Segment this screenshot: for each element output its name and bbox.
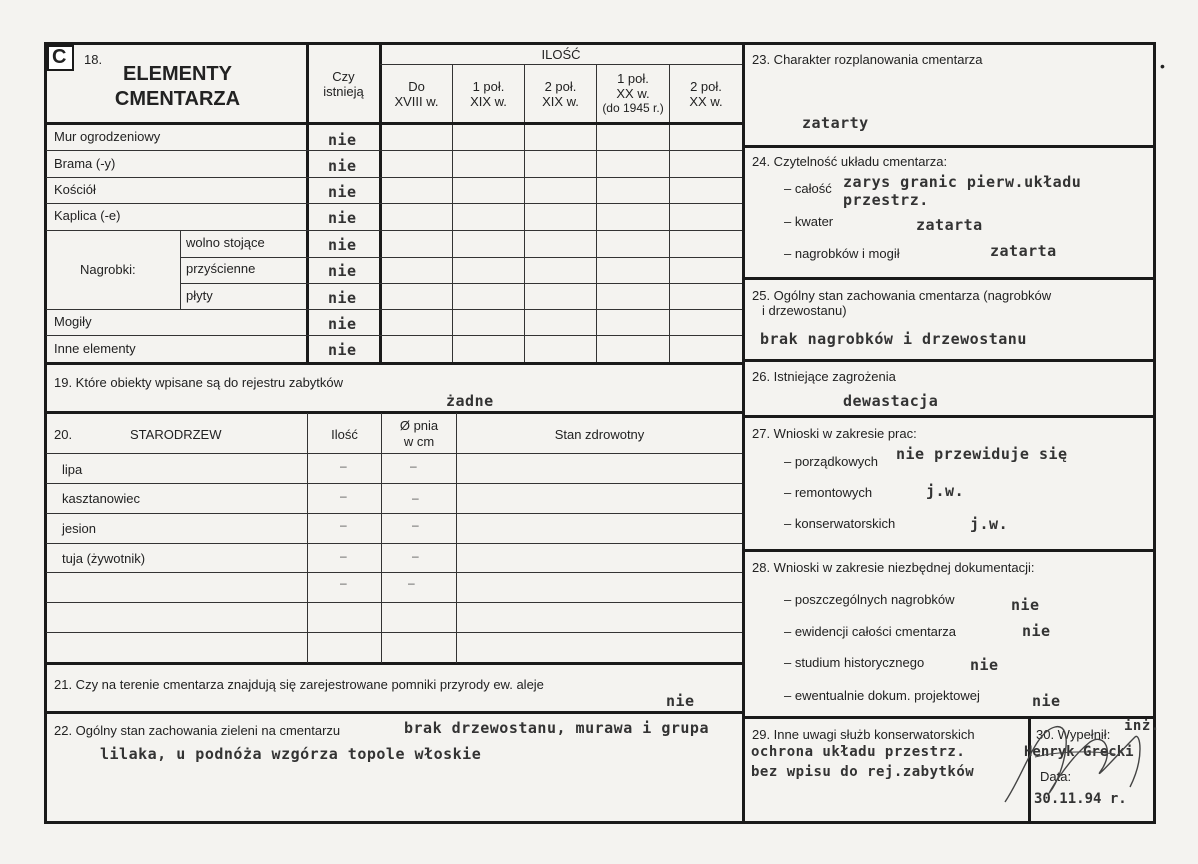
row-label-slabs: płyty (186, 288, 213, 303)
period-2-l1: 1 poł. (472, 79, 505, 94)
s20-col-health: Stan zdrowotny (554, 427, 645, 442)
s20-col-qty: Ilość (331, 427, 358, 442)
period-5-l1: 2 poł. (690, 79, 722, 94)
divider-20-21 (44, 662, 744, 665)
s22-label: 22. Ogólny stan zachowania zieleni na cmentarzu (54, 723, 341, 738)
row-value-gate: nie (328, 157, 357, 175)
tree-diam-lime: – (410, 459, 417, 473)
row-label-chapel: Kaplica (-e) (54, 208, 121, 223)
divider-19-20 (44, 411, 744, 414)
row-label-wall: Mur ogrodzeniowy (54, 129, 161, 144)
divider-25-26 (742, 359, 1156, 362)
divider-18-19 (44, 362, 744, 365)
divider-27-28 (742, 549, 1156, 552)
s30-title: inż. (1124, 718, 1160, 734)
period-4-l1: 1 poł. (617, 71, 649, 86)
tree-qty-ash: – (340, 518, 347, 532)
s28-item-history-value: nie (970, 656, 999, 674)
s22-value-line2: lilaka, u podnóża wzgórza topole włoskie (100, 745, 482, 763)
s25-value: brak nagrobków i drzewostanu (760, 330, 1027, 348)
row-label-wall-mounted: przyścienne (186, 261, 256, 276)
divider-26-27 (742, 415, 1156, 418)
tree-qty-chestnut: – (340, 489, 347, 503)
exists-header-line (308, 70, 379, 100)
period-4-l2: XX w. (616, 86, 650, 101)
row-value-chapel: nie (328, 209, 357, 227)
section-18-number: 18. (84, 52, 103, 67)
s29-label: 29. Inne uwagi służb konserwatorskich (752, 727, 975, 742)
row-value-slabs: nie (328, 289, 357, 307)
tree-diam-thuja: – (412, 549, 419, 563)
row-label-other: Inne elementy (54, 341, 136, 356)
s28-item-registry-value: nie (1022, 622, 1051, 640)
s27-item-cleanup-label: – porządkowych (784, 454, 878, 469)
s25-label-line1: 25. Ogólny stan zachowania cmentarza (nagrobków (752, 288, 1052, 303)
s20-title: STARODRZEW (130, 427, 222, 442)
row-label-graves: Mogiły (54, 314, 92, 329)
period-1-l2: XVIII w. (394, 94, 439, 109)
s30-date-label: Data: (1040, 769, 1072, 784)
s24-label: 24. Czytelność układu cmentarza: (752, 154, 948, 169)
s24-item-graves-value: zatarta (990, 242, 1057, 260)
edge-mark: • (1160, 58, 1165, 74)
s20-col-diam-l2: w cm (403, 434, 435, 449)
s27-item-conservation-value: j.w. (970, 515, 1009, 533)
row-value-other: nie (328, 341, 357, 359)
s30-label: 30. Wypełnił: (1036, 727, 1111, 742)
handwritten-signature (995, 712, 1155, 812)
row-value-church: nie (328, 183, 357, 201)
s27-item-cleanup-value: nie przewiduje się (896, 445, 1068, 463)
s24-item-quarters-value: zatarta (916, 216, 983, 234)
s24-item-whole-label: – całość (784, 181, 832, 196)
tree-qty-blank: – (340, 576, 347, 590)
s24-item-whole-value2: przestrz. (843, 191, 929, 209)
s27-label: 27. Wnioski w zakresie prac: (752, 426, 917, 441)
period-1-l1: Do (408, 79, 425, 94)
tree-name-chestnut: kasztanowiec (62, 491, 141, 506)
period-3-l2: XIX w. (542, 94, 579, 109)
tree-diam-blank: – (408, 576, 415, 590)
divider-vertical-main (742, 42, 745, 824)
tree-qty-lime: – (340, 459, 347, 473)
tree-name-ash: jesion (62, 521, 96, 536)
section-18-title-line2: CMENTARZA (114, 88, 241, 110)
divider-21-22 (44, 711, 744, 714)
s30-name: Henryk Grecki (1024, 744, 1134, 760)
s28-item-history-label: – studium historycznego (784, 655, 925, 670)
s22-value-line1: brak drzewostanu, murawa i grupa (404, 719, 709, 737)
tree-name-thuja: tuja (żywotnik) (62, 551, 146, 566)
s25-label-line2: i drzewostanu) (762, 303, 847, 318)
nagrobki-label: Nagrobki: (80, 262, 136, 277)
row-label-gate: Brama (-y) (54, 156, 116, 171)
exists-header: Czy istnieją (323, 69, 364, 99)
s28-item-project-value: nie (1032, 692, 1061, 710)
s27-item-repair-value: j.w. (926, 482, 965, 500)
row-value-wall-mounted: nie (328, 262, 357, 280)
s24-item-whole-value1: zarys granic pierw.układu (843, 173, 1082, 191)
s26-label: 26. Istniejące zagrożenia (752, 369, 896, 384)
row-label-church: Kościół (54, 182, 96, 197)
s20-col-diam-l1: Ø pnia (399, 418, 439, 433)
divider-24-25 (742, 277, 1156, 280)
row-label-freestanding: wolno stojące (186, 235, 265, 250)
s20-number: 20. (54, 427, 73, 442)
row-value-freestanding: nie (328, 236, 357, 254)
period-5-l2: XX w. (689, 94, 723, 109)
s26-value: dewastacja (843, 392, 939, 410)
s28-item-project-label: – ewentualnie dokum. projektowej (784, 688, 980, 703)
s27-item-conservation-label: – konserwatorskich (784, 516, 896, 531)
tree-diam-chestnut: – (412, 491, 419, 505)
s28-item-registry-label: – ewidencji całości cmentarza (784, 624, 956, 639)
tree-name-lime: lipa (62, 462, 83, 477)
row-value-wall: nie (328, 131, 357, 149)
s24-item-graves-label: – nagrobków i mogił (784, 246, 900, 261)
tree-diam-ash: – (412, 518, 419, 532)
row-value-graves: nie (328, 315, 357, 333)
s21-label: 21. Czy na terenie cmentarza znajdują się zarejestrowane pomniki przyrody ew. aleje (54, 677, 544, 692)
s30-date: 30.11.94 r. (1034, 791, 1127, 807)
s19-value: żadne (446, 392, 494, 410)
period-4-l3: (do 1945 r.) (602, 101, 664, 115)
s23-label: 23. Charakter rozplanowania cmentarza (752, 52, 983, 67)
tree-qty-thuja: – (340, 549, 347, 563)
s27-item-repair-label: – remontowych (784, 485, 873, 500)
divider-23-24 (742, 145, 1156, 148)
section-letter: C (52, 46, 67, 68)
s29-value-line1: ochrona układu przestrz. (751, 744, 966, 760)
period-3-l1: 2 poł. (544, 79, 577, 94)
s28-item-tombstones-label: – poszczególnych nagrobków (784, 592, 955, 607)
s28-label: 28. Wnioski w zakresie niezbędnej dokumentacji: (752, 560, 1035, 575)
s29-value-line2: bez wpisu do rej.zabytków (751, 764, 975, 780)
s21-value: nie (666, 692, 695, 710)
s19-label: 19. Które obiekty wpisane są do rejestru zabytków (54, 375, 344, 390)
period-2-l2: XIX w. (470, 94, 507, 109)
quantity-header: ILOŚĆ (541, 47, 581, 62)
s23-value: zatarty (802, 114, 869, 132)
section-18-title-line1: ELEMENTY (123, 63, 232, 85)
s28-item-tombstones-value: nie (1011, 596, 1040, 614)
s24-item-quarters-label: – kwater (784, 214, 834, 229)
